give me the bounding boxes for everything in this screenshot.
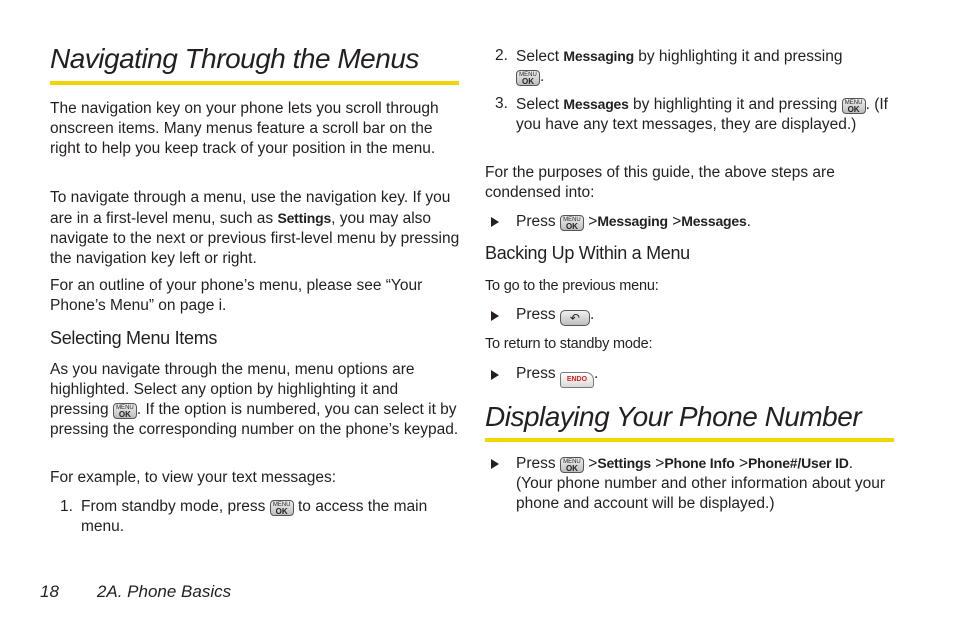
page-number: 18	[40, 582, 59, 601]
menu-ok-key-icon: MENU OK	[560, 215, 584, 231]
selecting-paragraph: As you navigate through the menu, menu options are highlighted. Select any option by highlighting it and pressing MENU OK . If the option is numbered, you can select it by pressing the corresponding number on the phone’s keypad.	[50, 361, 459, 438]
bullet-condensed: Press MENU OK >Messaging >Messages.	[485, 211, 895, 233]
purposes-paragraph: For the purposes of this guide, the above steps are condensed into:	[485, 164, 835, 201]
bullet-triangle-icon	[491, 370, 499, 380]
back-key-icon: ↶	[560, 310, 590, 326]
section-name: 2A. Phone Basics	[96, 582, 232, 601]
bullet-triangle-icon	[491, 459, 499, 469]
settings-label: Settings	[277, 210, 332, 226]
bullet-triangle-icon	[491, 311, 499, 321]
menu-ok-key-icon: MENU OK	[560, 457, 584, 473]
backing-heading: Backing Up Within a Menu	[485, 243, 690, 263]
page-title: Navigating Through the Menus	[50, 43, 419, 74]
menu-ok-key-icon: MENU OK	[270, 500, 294, 516]
bullet-end: Press ENDO .	[485, 364, 895, 386]
end-key-icon: ENDO	[560, 372, 594, 388]
bullet-back: Press ↶ .	[485, 305, 895, 327]
bullet-triangle-icon	[491, 217, 499, 227]
menu-ok-key-icon: MENU OK	[842, 98, 866, 114]
section-rule	[485, 438, 894, 442]
navigate-paragraph: To navigate through a menu, use the navigation key. If you are in a first-level menu, such as Settings, you may also navigate to the next or previous first-level menu by pressing the navigation key left or right.	[50, 189, 460, 267]
title-rule	[50, 81, 459, 85]
standby-text: To return to standby mode:	[485, 336, 653, 352]
page-footer	[40, 582, 269, 602]
previous-menu-text: To go to the previous menu:	[485, 278, 659, 294]
example-paragraph: For example, to view your text messages:	[50, 469, 337, 486]
intro-paragraph: The navigation key on your phone lets you scroll through onscreen items. Many menus feature a scroll bar on the right to help you keep track of your position in the menu.	[50, 100, 439, 157]
menu-ok-key-icon: MENU OK	[113, 403, 137, 419]
section-title-phone-number: Displaying Your Phone Number	[485, 401, 862, 432]
selecting-heading: Selecting Menu Items	[50, 328, 218, 348]
outline-paragraph: For an outline of your phone’s menu, please see “Your Phone’s Menu” on page i.	[50, 277, 423, 314]
menu-ok-key-icon: MENU OK	[516, 70, 540, 86]
bullet-phone-number: Press MENU OK >Settings >Phone Info >Phone#/User ID. (Your phone number and other information about your phone and account will be displayed.)	[485, 453, 895, 513]
